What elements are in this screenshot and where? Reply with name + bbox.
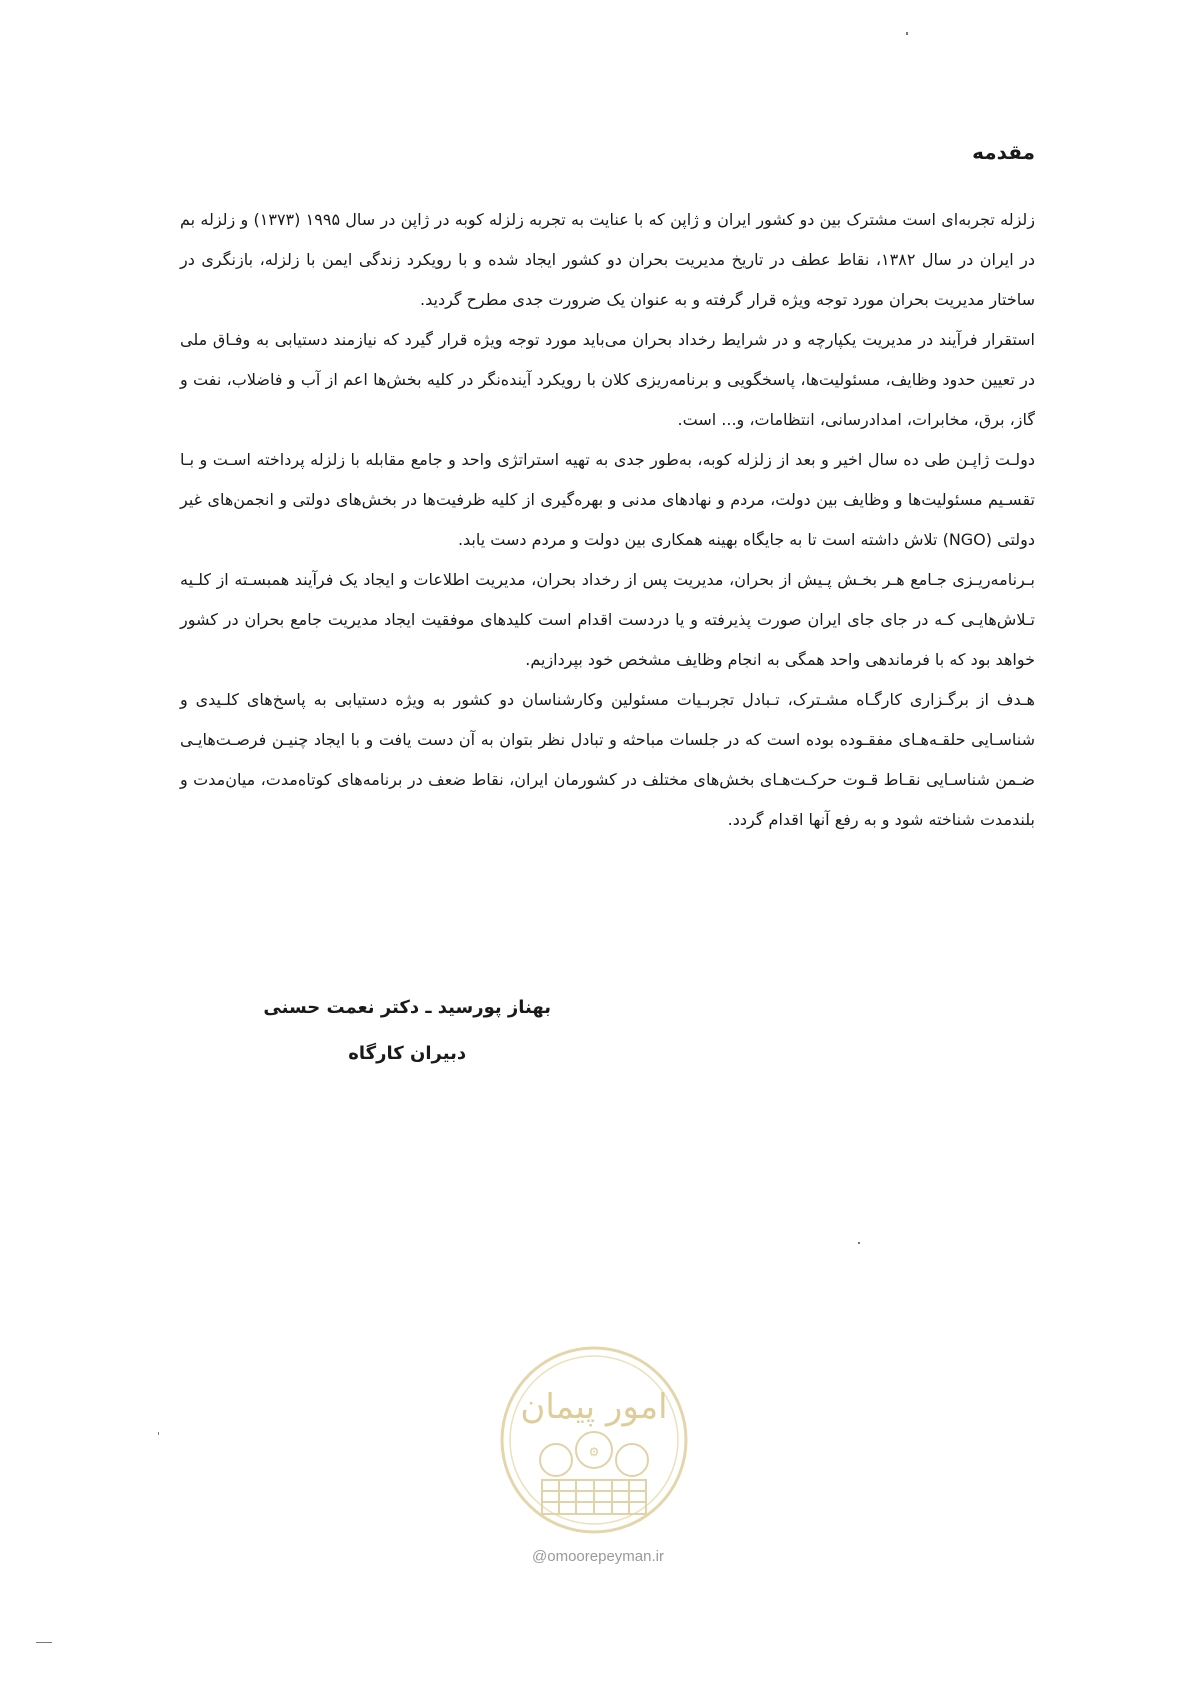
paragraph-2: استقرار فرآیند در مدیریت یکپارچه و در شرایط رخداد بحران می‌باید مورد توجه ویژه قرار گیرد که نیازمند دستیابی به وفـاق ملی در تعیین حدود وظایف، مسئولیت‌ها، پاسخگویی و برنامه‌ریزی کلان با رویکرد آینده‌نگر در کلیه بخش‌ها اعم از آب و فاضلاب، نفت و گاز، برق، مخابرات، امدادرسانی، انتظامات، و... است. <box>180 330 1035 429</box>
scan-speck <box>36 1642 52 1643</box>
signature-block <box>263 985 551 1077</box>
signature-role: دبیران کارگاه <box>348 1043 467 1064</box>
svg-text:⚙: ⚙ <box>588 1445 600 1459</box>
paragraph-1: زلزله تجربه‌ای است مشترک بین دو کشور ایران و ژاپن که با عنایت به تجربه زلزله کوبه در ژاپن در سال ۱۹۹۵ (۱۳۷۳) و زلزله بم در ایران در سال ۱۳۸۲، نقاط عطف در تاریخ مدیریت بحران دو کشور ایجاد شده و با رویکرد زندگی ایمن با زلزله، بازنگری در ساختار مدیریت بحران مورد توجه ویژه قرار گرفته و به عنوان یک ضرورت جدی مطرح گردید. <box>180 210 1036 309</box>
paragraph-3: دولـت ژاپـن طی ده سال اخیر و بعد از زلزله کوبه، به‌طور جدی به تهیه استراتژی واحد و جامع مقابله با زلزله پرداخته اسـت و بـا تقسـیم مسئولیت‌ها و وظایف بین دولت، مردم و نهادهای مدنی و بهره‌گیری از کلیه ظرفیت‌ها در بخش‌های دولتی و انجمن‌های غیر دولتی (NGO) تلاش داشته است تا به جایگاه بهینه همکاری بین دولت و مردم دست یابد. <box>180 450 1035 549</box>
svg-text:امور پیمان: امور پیمان <box>520 1387 668 1427</box>
scan-speck <box>158 1432 159 1435</box>
body-text <box>180 200 1035 840</box>
omoore-peyman-seal-logo <box>494 1340 694 1540</box>
paragraph-4: بـرنامه‌ریـزی جـامع هـر بخـش پـیش از بحران، مدیریت پس از رخداد بحران، مدیریت اطلاعات و ایجاد یک فرآیند همبسـته از کلـیه تـلاش‌هایـی کـه در جای جای ایران صورت پذیرفته و یا دردست اقدام است کلیدهای موفقیت ایجاد مدیریت جامع بحران در کشور خواهد بود که با فرماندهی واحد همگی به انجام وظایف مشخص خود بپردازیم. <box>180 570 1035 669</box>
signature-names: بهناز پورسید ـ دکتر نعمت حسنی <box>263 997 551 1018</box>
scan-speck <box>858 1242 860 1244</box>
scan-speck <box>906 32 908 35</box>
seal-url <box>498 1548 698 1565</box>
paragraph-5: هـدف از برگـزاری کارگـاه مشـترک، تـبادل تجربـیات مسئولین وکارشناسان دو کشور به ویژه دستیابی به پاسخ‌های کلـیدی و شناسـایی حلقـه‌هـای مفقـوده بوده است که در جلسات مباحثه و تبادل نظر بتوان به آن دست یافت و با ایجاد چنیـن فرصـت‌هایـی ضـمن شناسـایی نقـاط قـوت حرکـت‌هـای بخش‌های مختلف در کشورمان ایران، نقاط ضعف در برنامه‌های کوتاه‌مدت، میان‌مدت و بلندمدت شناخته شود و به رفع آنها اقدام گردد. <box>180 690 1035 829</box>
seal-url-text: @omoorepeyman.ir <box>532 1548 664 1565</box>
section-heading: مقدمه <box>972 140 1035 164</box>
